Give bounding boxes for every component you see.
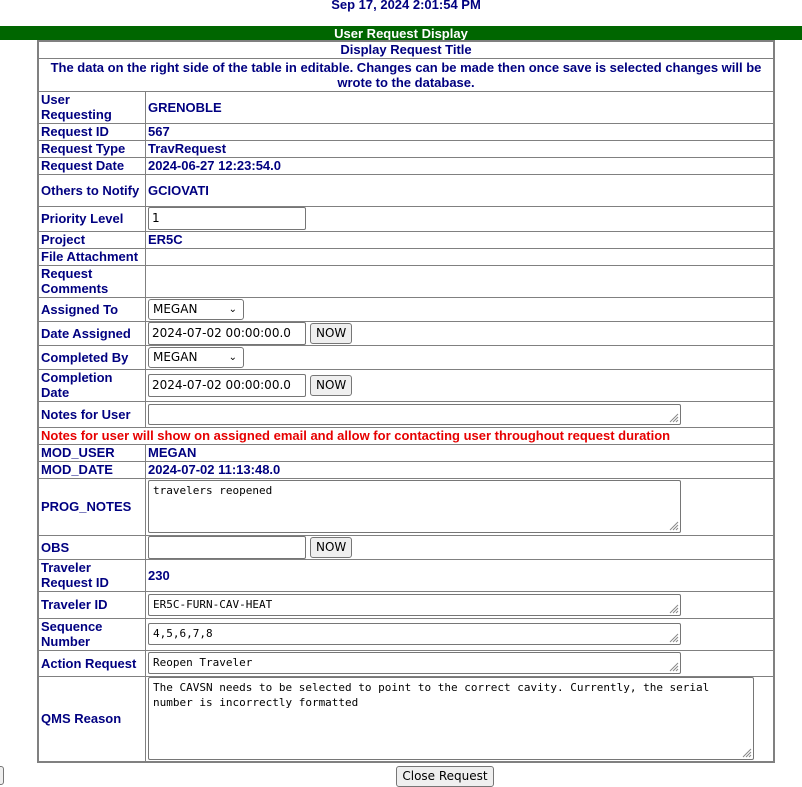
completion-date-label: Completion Date: [38, 369, 146, 401]
prog-notes-text: travelers reopened: [153, 484, 273, 497]
traveler-request-id-value: 230: [146, 559, 775, 591]
request-type-label: Request Type: [38, 140, 146, 157]
resize-grip-icon[interactable]: [667, 519, 679, 531]
sequence-number-text: 4,5,6,7,8: [153, 627, 213, 640]
others-to-notify-value: GCIOVATI: [146, 174, 775, 206]
notes-for-user-textarea[interactable]: [148, 404, 681, 425]
resize-grip-icon[interactable]: [667, 660, 679, 672]
date-assigned-input[interactable]: 2024-07-02 00:00:00.0: [148, 322, 306, 345]
request-comments-label: Request Comments: [38, 265, 146, 297]
qms-reason-textarea[interactable]: [148, 677, 754, 760]
obs-input[interactable]: [148, 536, 306, 559]
resize-grip-icon[interactable]: [740, 746, 752, 758]
request-comments-value: [146, 265, 775, 297]
notes-warning: Notes for user will show on assigned email and allow for contacting user throughout request duration: [38, 427, 774, 444]
traveler-id-textarea[interactable]: [148, 594, 681, 616]
resize-grip-icon[interactable]: [667, 631, 679, 643]
close-request-row: [0, 766, 802, 787]
completed-by-selected: MEGAN: [153, 349, 198, 364]
project-label: Project: [38, 231, 146, 248]
close-request-button[interactable]: Close Request: [396, 766, 493, 787]
resize-grip-icon[interactable]: [667, 602, 679, 614]
obs-now-button[interactable]: NOW: [310, 537, 352, 558]
project-value: ER5C: [146, 231, 775, 248]
file-attachment-value: [146, 248, 775, 265]
assigned-to-label: Assigned To: [38, 297, 146, 321]
qms-reason-text: The CAVSN needs to be selected to point to the correct cavity. Currently, the serial number is incorrectly formatted: [153, 681, 716, 710]
request-date-label: Request Date: [38, 157, 146, 174]
sequence-number-textarea[interactable]: [148, 623, 681, 645]
user-requesting-label: User Requesting: [38, 91, 146, 123]
edit-note: The data on the right side of the table in editable. Changes can be made then once save is selected changes will be wrote to the database.: [38, 58, 774, 91]
sequence-number-label: Sequence Number: [38, 618, 146, 650]
completion-date-now-button[interactable]: NOW: [310, 375, 352, 396]
completed-by-select[interactable]: [148, 347, 244, 368]
traveler-id-text: ER5C-FURN-CAV-HEAT: [153, 597, 273, 611]
chevron-down-icon: ⌄: [228, 351, 237, 363]
mod-user-label: MOD_USER: [38, 444, 146, 461]
request-table: [37, 40, 775, 763]
prog-notes-textarea[interactable]: [148, 480, 681, 533]
action-request-text: Reopen Traveler: [153, 656, 253, 669]
table-title: Display Request Title: [38, 41, 774, 58]
qms-reason-label: QMS Reason: [38, 676, 146, 762]
mod-user-value: MEGAN: [146, 444, 775, 461]
user-requesting-value: GRENOBLE: [146, 91, 775, 123]
traveler-request-id-label: Traveler Request ID: [38, 559, 146, 591]
assigned-to-select[interactable]: [148, 299, 244, 320]
file-attachment-label: File Attachment: [38, 248, 146, 265]
completion-date-input[interactable]: 2024-07-02 00:00:00.0: [148, 374, 306, 397]
completed-by-label: Completed By: [38, 345, 146, 369]
request-date-value: 2024-06-27 12:23:54.0: [146, 157, 775, 174]
request-id-value: 567: [146, 123, 775, 140]
action-request-textarea[interactable]: [148, 652, 681, 674]
resize-grip-icon[interactable]: [667, 411, 679, 423]
priority-level-input[interactable]: 1: [148, 207, 306, 230]
page-banner: User Request Display: [0, 26, 802, 40]
request-type-value: TravRequest: [146, 140, 775, 157]
prog-notes-label: PROG_NOTES: [38, 478, 146, 535]
mod-date-value: 2024-07-02 11:13:48.0: [146, 461, 775, 478]
others-to-notify-label: Others to Notify: [38, 174, 146, 206]
chevron-down-icon: ⌄: [228, 303, 237, 315]
traveler-id-label: Traveler ID: [38, 591, 146, 618]
priority-level-label: Priority Level: [38, 206, 146, 231]
action-request-label: Action Request: [38, 650, 146, 676]
date-assigned-now-button[interactable]: NOW: [310, 323, 352, 344]
obs-label: OBS: [38, 535, 146, 559]
mod-date-label: MOD_DATE: [38, 461, 146, 478]
header-datetime: Sep 17, 2024 2:01:54 PM: [331, 0, 481, 12]
request-id-label: Request ID: [38, 123, 146, 140]
notes-for-user-label: Notes for User: [38, 401, 146, 427]
date-assigned-label: Date Assigned: [38, 321, 146, 345]
assigned-to-selected: MEGAN: [153, 301, 198, 316]
